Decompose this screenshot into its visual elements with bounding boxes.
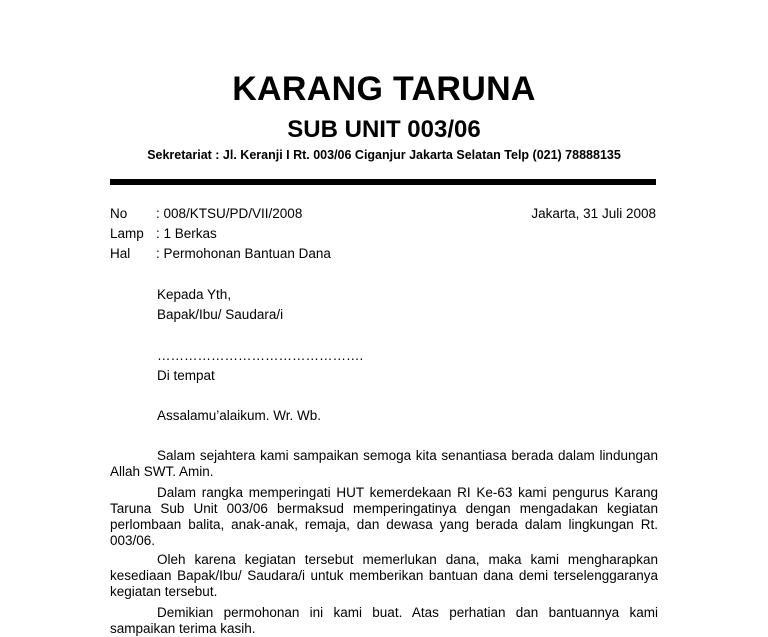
meta-value-number: : 008/KTSU/PD/VII/2008 — [156, 206, 303, 221]
letterhead-divider — [110, 179, 656, 185]
meta-label-subject: Hal — [110, 246, 131, 261]
secretariat-address: Sekretariat : Jl. Keranji I Rt. 003/06 Ciganjur Jakarta Selatan Telp (021) 78888135 — [147, 148, 621, 162]
recipient-name: Bapak/Ibu/ Saudara/i — [157, 307, 284, 322]
meta-row-subject — [110, 244, 331, 264]
letter-date: Jakarta, 31 Juli 2008 — [531, 206, 656, 221]
recipient-place: Di tempat — [157, 368, 215, 383]
meta-row-attachment — [110, 224, 217, 244]
meta-row-number — [110, 204, 302, 224]
paragraph-4: Demikian permohonan ini kami buat. Atas perhatian dan bantuannya kami sampaikan terima kasih. — [110, 605, 658, 636]
recipient-dots: ………………………………………. — [157, 348, 364, 363]
organization-name: KARANG TARUNA — [232, 70, 536, 108]
paragraph-3: Oleh karena kegiatan tersebut memerlukan dana, maka kami mengharapkan kesediaan Bapak/Ibu/ Saudara/i untuk memberikan bantuan dana demi terselenggaranya kegiatan tersebut. — [110, 552, 658, 599]
meta-value-attachment: : 1 Berkas — [156, 226, 217, 241]
meta-value-subject: : Permohonan Bantuan Dana — [156, 246, 331, 261]
greeting: Assalamu’alaikum. Wr. Wb. — [157, 408, 322, 423]
paragraph-2: Dalam rangka memperingati HUT kemerdekaan RI Ke-63 kami pengurus Karang Taruna Sub Unit 003/06 bermaksud memperingatinya dengan mengadakan kegiatan perlombaan balita, anak-anak, remaja, dan dewasa yang berada dalam lingkungan Rt. 003/06. — [110, 485, 658, 548]
meta-label-number: No — [110, 206, 128, 221]
sub-unit-title: SUB UNIT 003/06 — [287, 116, 481, 143]
paragraph-1: Salam sejahtera kami sampaikan semoga kita senantiasa berada dalam lindungan Allah SWT. Amin. — [110, 448, 658, 479]
meta-label-attachment: Lamp — [110, 226, 144, 241]
recipient-salutation: Kepada Yth, — [157, 287, 232, 302]
